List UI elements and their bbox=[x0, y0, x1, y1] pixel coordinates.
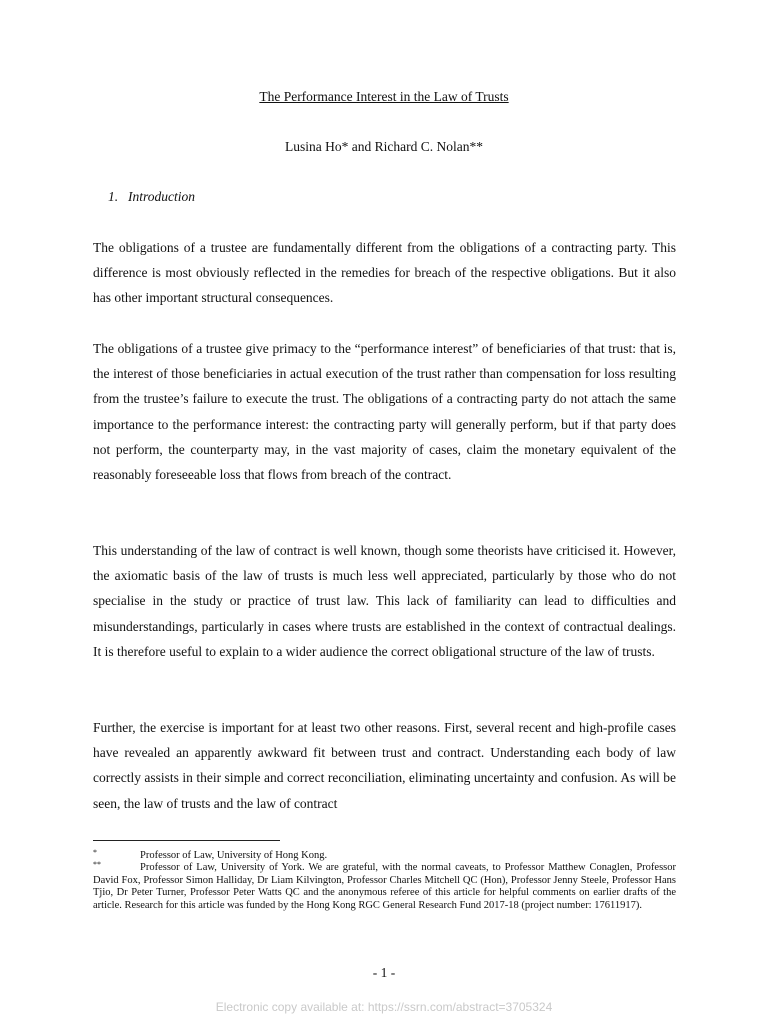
section-number: 1. bbox=[108, 189, 119, 204]
footnote-text: Professor of Law, University of Hong Kong. bbox=[140, 850, 328, 861]
footnote-mark: ** bbox=[93, 860, 101, 869]
section-title: Introduction bbox=[128, 189, 195, 204]
body-paragraph: Further, the exercise is important for at least two other reasons. First, several recent and high-profile cases have revealed an apparently awkward fit between trust and contract. Understanding each body of law correctly assists in their simple and correct reconciliation, eliminating uncertainty and confusion. As will be seen, the law of trusts and the law of contract bbox=[93, 720, 676, 811]
paper-title: The Performance Interest in the Law of Trusts bbox=[259, 89, 509, 104]
ssrn-watermark[interactable]: Electronic copy available at: https://ssrn.com/abstract=3705324 bbox=[215, 1000, 553, 1014]
footnote-mark: * bbox=[93, 848, 97, 857]
footnote-separator bbox=[93, 840, 280, 841]
footnote bbox=[93, 850, 676, 863]
page-number: - 1 - bbox=[372, 965, 396, 980]
section-heading bbox=[108, 189, 195, 205]
footnote bbox=[93, 862, 676, 912]
body-paragraph: The obligations of a trustee give primacy to the “performance interest” of beneficiaries of that trust: that is, the interest of those beneficiaries in actual execution of the trust rather than compensation for loss resulting from the trustee’s failure to execute the trust. The obligations of a contracting party do not attach the same importance to the performance interest: the contracting party will generally perform, but if that party does not perform, the counterparty may, in the vast majority of cases, claim the monetary equivalent of the reasonably foreseeable loss that flows from breach of the contract. bbox=[93, 341, 676, 483]
footnote-text: Professor of Law, University of York. We are grateful, with the normal caveats, to Professor Matthew Conaglen, Professor David Fox, Professor Simon Halliday, Dr Liam Kilvington, Professor Charles Mitchell QC (Hon), Professor Jenny Steele, Professor Hans Tjio, Dr Peter Turner, Professor Peter Watts QC and the anonymous referee of this article for helpful comments on earlier drafts of the article. Research for this article was funded by the Hong Kong RGC General Research Fund 2017-18 (project number: 17611917). bbox=[93, 862, 676, 911]
author-line: Lusina Ho* and Richard C. Nolan** bbox=[285, 139, 483, 154]
body-paragraph: This understanding of the law of contract is well known, though some theorists have criticised it. However, the axiomatic basis of the law of trusts is much less well appreciated, particularly by those who do not specialise in the study or practice of trust law. This lack of familiarity can lead to difficulties and misunderstandings, particularly in cases where trusts are established in the context of contractual dealings. It is therefore useful to explain to a wider audience the correct obligational structure of the law of trusts. bbox=[93, 543, 676, 659]
body-paragraph: The obligations of a trustee are fundamentally different from the obligations of a contracting party. This difference is most obviously reflected in the remedies for breach of the respective obligations. But it also has other important structural consequences. bbox=[93, 240, 676, 306]
